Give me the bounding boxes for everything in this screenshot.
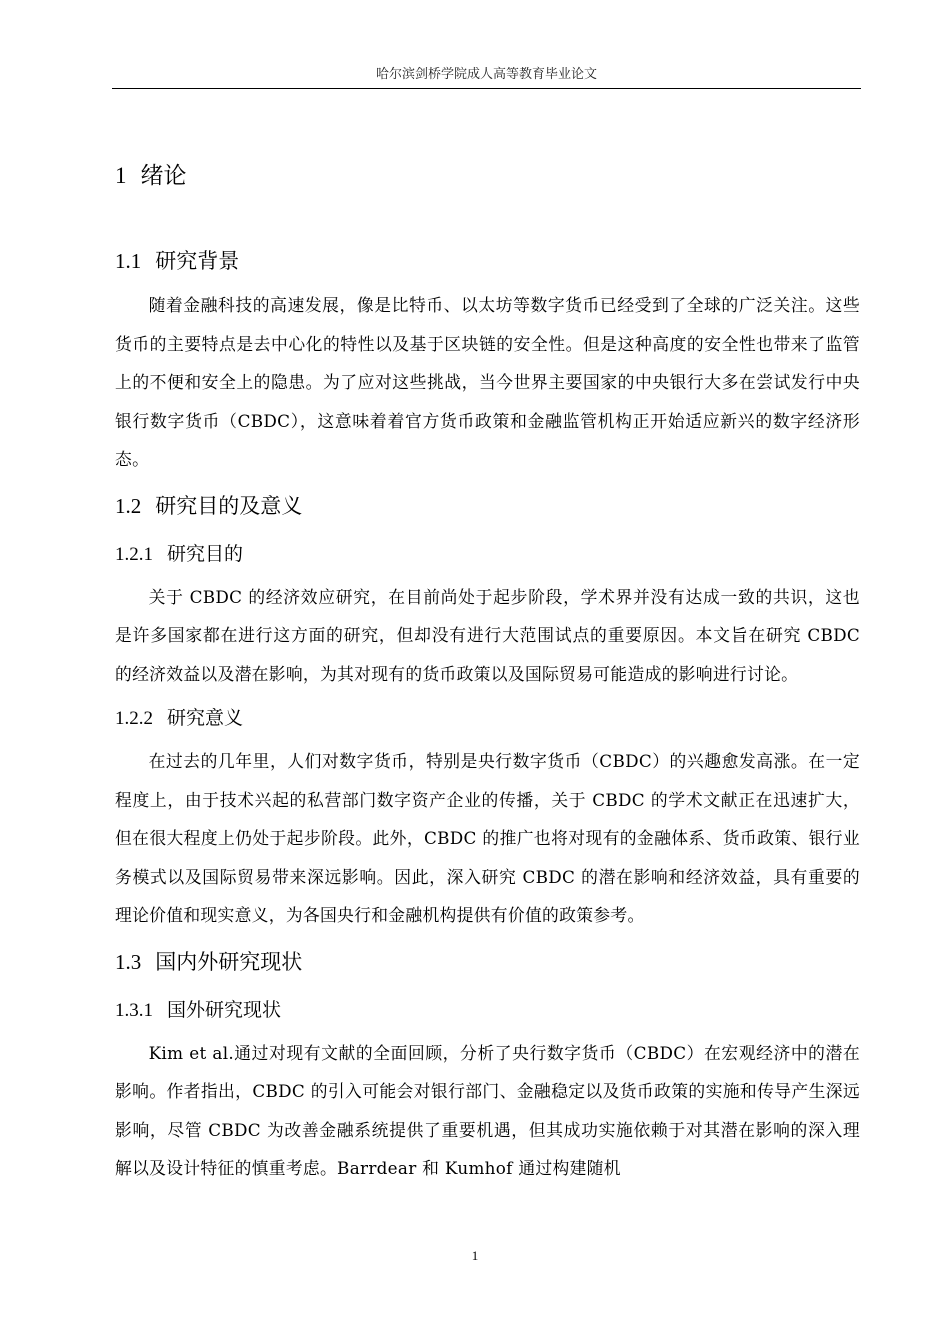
paragraph-foreign-research: Kim et al.通过对现有文献的全面回顾，分析了央行数字货币（CBDC）在宏观经济中的潜在影响。作者指出，CBDC 的引入可能会对银行部门、金融稳定以及货币政策的实施和传导产生深远影响，尽管 CBDC 为改善金融系统提供了重要机遇，但其成功实施依赖于对其潜在影响的深入理解以及设计特征的慎重考虑。Barrdear 和 Kumhof 通过构建随机 — [115, 1042, 860, 1178]
chapter-heading — [115, 150, 860, 202]
chapter-title: 绪论 — [140, 163, 187, 189]
paragraph-research-background: 随着金融科技的高速发展，像是比特币、以太坊等数字货币已经受到了全球的广泛关注。这些货币的主要特点是去中心化的特性以及基于区块链的安全性。但是这种高度的安全性也带来了监管上的不便和安全上的隐患。为了应对这些挑战，当今世界主要国家的中央银行大多在尝试发行中央银行数字货币（CBDC），这意味着着官方货币政策和金融监管机构正开始适应新兴的数字经济形态。 — [115, 295, 860, 469]
subsection-title: 国外研究现状 — [167, 998, 282, 1021]
subsection-title: 研究目的 — [167, 542, 244, 565]
section-number: 1.3 — [115, 949, 142, 974]
section-title: 研究背景 — [155, 249, 240, 273]
subsection-number: 1.3.1 — [115, 999, 153, 1021]
subsection-number: 1.2.2 — [115, 708, 153, 729]
subsection-title: 研究意义 — [167, 707, 244, 729]
section-title: 国内外研究现状 — [155, 949, 303, 974]
subsection-heading-1-2-2 — [115, 695, 860, 742]
subsection-heading-1-3-1 — [115, 987, 860, 1034]
page-content — [115, 150, 860, 1190]
paragraph-research-significance: 在过去的几年里，人们对数字货币，特别是央行数字货币（CBDC）的兴趣愈发高涨。在一定程度上，由于技术兴起的私营部门数字资产企业的传播，关于 CBDC 的学术文献正在迅速扩大，但在很大程度上仍处于起步阶段。此外，CBDC 的推广也将对现有的金融体系、货币政策、银行业务模式以及国际贸易带来深远影响。因此，深入研究 CBDC 的潜在影响和经济效益，具有重要的理论价值和现实意义，为各国央行和金融机构提供有价值的政策参考。 — [115, 751, 860, 925]
paragraph-research-purpose: 关于 CBDC 的经济效应研究，在目前尚处于起步阶段，学术界并没有达成一致的共识，这也是许多国家都在进行这方面的研究，但却没有进行大范围试点的重要原因。本文旨在研究 CBDC 的经济效益以及潜在影响，为其对现有的货币政策以及国际贸易可能造成的影响进行讨论。 — [115, 586, 860, 684]
section-heading-1-1 — [115, 236, 860, 286]
running-header: 哈尔滨剑桥学院成人高等教育毕业论文 — [375, 67, 597, 82]
section-number: 1.2 — [115, 493, 142, 518]
section-heading-1-2 — [115, 481, 860, 531]
subsection-heading-1-2-1 — [115, 531, 860, 578]
page-number: 1 — [471, 1248, 479, 1263]
chapter-number: 1 — [115, 163, 127, 188]
section-number: 1.1 — [115, 249, 142, 273]
subsection-number: 1.2.1 — [115, 543, 153, 565]
header-rule — [112, 88, 861, 89]
section-heading-1-3 — [115, 937, 860, 987]
section-title: 研究目的及意义 — [155, 493, 303, 518]
